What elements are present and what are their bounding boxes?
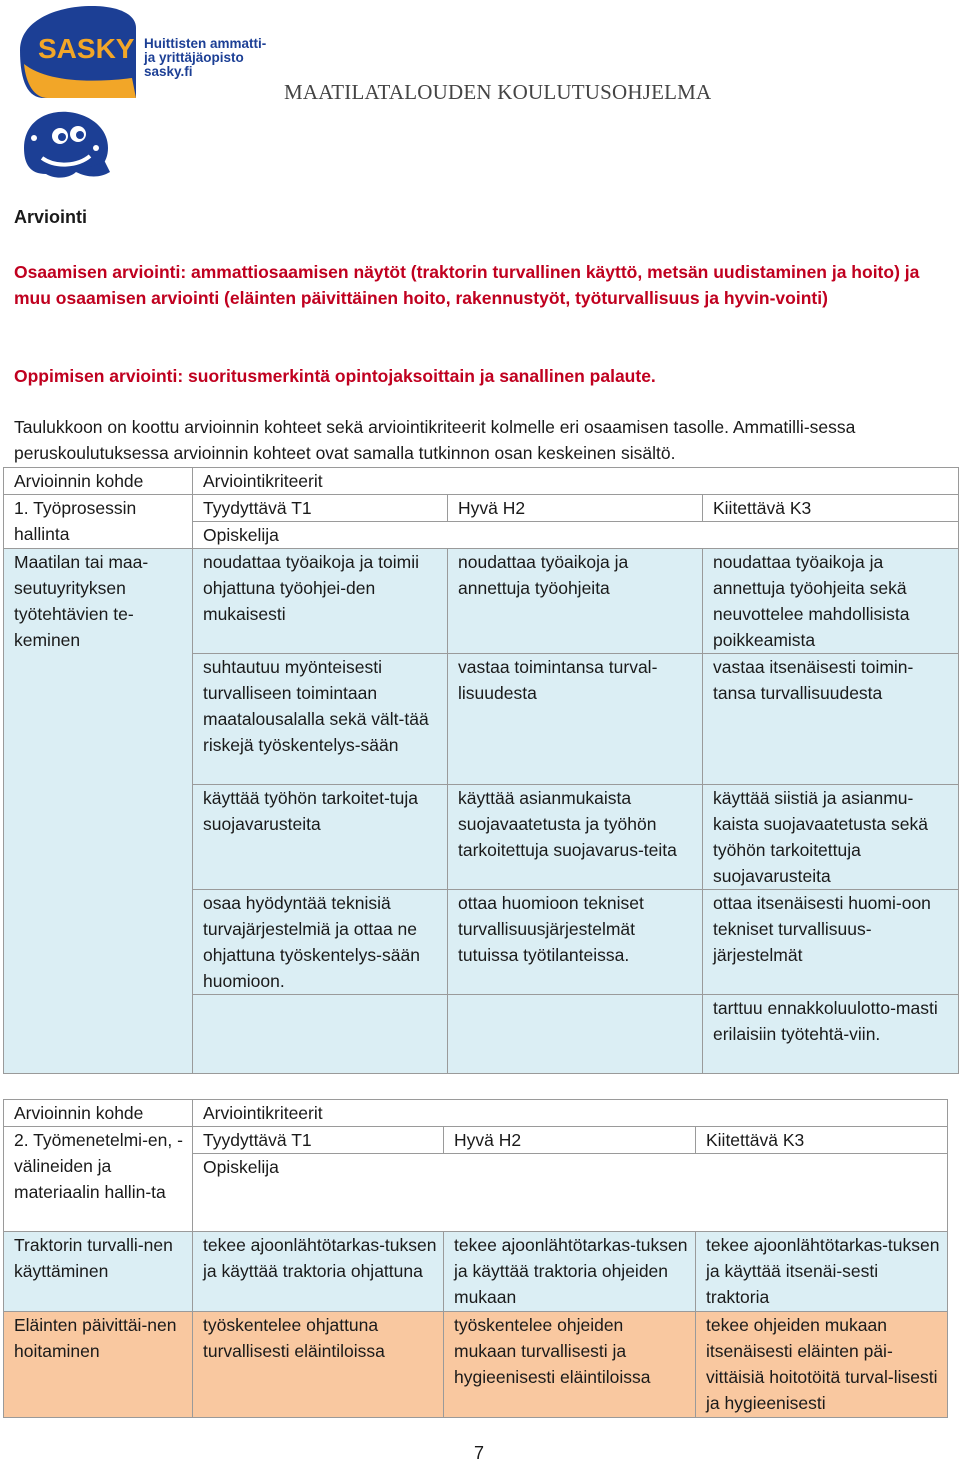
criteria-k3: noudattaa työaikoja ja annettuja työohjeita sekä neuvottelee mahdollisista poikkeamista	[703, 549, 959, 654]
topic-cell: Eläinten päivittäi-nen hoitaminen	[4, 1312, 193, 1418]
subject-label: Opiskelija	[193, 1154, 948, 1232]
sasky-logo-graphic	[14, 4, 276, 100]
col-header-criteria: Arviointikriteerit	[193, 468, 959, 495]
page-number: 7	[474, 1443, 485, 1463]
table-row	[4, 549, 959, 654]
logo-url: sasky.fi	[144, 64, 193, 79]
level-k3: Kiitettävä K3	[696, 1127, 948, 1154]
criteria-h2	[448, 995, 703, 1074]
mascot-logo-icon	[16, 108, 114, 180]
assessment-table-1	[3, 467, 959, 1074]
col-header-criteria: Arviointikriteerit	[193, 1100, 948, 1127]
program-title: MAATILATALOUDEN KOULUTUSOHJELMA	[284, 80, 712, 104]
level-t1: Tyydyttävä T1	[193, 1127, 444, 1154]
group-title: 1. Työprosessin hallinta	[4, 495, 193, 549]
table-row	[4, 1100, 948, 1127]
table-row	[4, 1127, 948, 1154]
section-heading: Arviointi	[14, 207, 88, 227]
criteria-t1: noudattaa työaikoja ja toimii ohjattuna työohjei-den mukaisesti	[193, 549, 448, 654]
level-t1: Tyydyttävä T1	[193, 495, 448, 522]
logo-line1: Huittisten ammatti-	[144, 36, 267, 51]
criteria-h2: noudattaa työaikoja ja annettuja työohjeita	[448, 549, 703, 654]
sasky-logo	[14, 4, 276, 100]
assessment-table-2	[3, 1099, 948, 1418]
criteria-t1: tekee ajoonlähtötarkas-tuksen ja käyttää traktoria ohjattuna	[193, 1232, 444, 1312]
criteria-h2: ottaa huomioon tekniset turvallisuusjärjestelmät tutuissa työtilanteissa.	[448, 890, 703, 995]
topic-cell: Traktorin turvalli-nen käyttäminen	[4, 1232, 193, 1312]
criteria-t1: työskentelee ohjattuna turvallisesti eläintiloissa	[193, 1312, 444, 1418]
intro-text: Taulukkoon on koottu arvioinnin kohteet sekä arviointikriteerit kolmelle eri osaamisen tasolle. Ammatilli-sessa peruskoulutuksessa arvioinnin kohteet ovat samalla tutkinnon osan keskeinen sisältö.	[14, 417, 856, 463]
criteria-k3: ottaa itsenäisesti huomi-oon tekniset turvallisuus-järjestelmät	[703, 890, 959, 995]
group-title: 2. Työmenetelmi-en, -välineiden ja materiaalin hallin-ta	[4, 1127, 193, 1232]
level-h2: Hyvä H2	[448, 495, 703, 522]
criteria-t1	[193, 995, 448, 1074]
competence-assessment-text: Osaamisen arviointi: ammattiosaamisen näytöt (traktorin turvallinen käyttö, metsän uudistaminen ja hoito) ja muu osaamisen arviointi (eläinten päivittäinen hoito, rakennustyöt, työturvallisuus ja hyvin-vointi)	[14, 262, 920, 308]
criteria-t1: osaa hyödyntää teknisiä turvajärjestelmiä ja ottaa ne ohjattuna työskentelys-sään huomioon.	[193, 890, 448, 995]
table-row	[4, 1312, 948, 1418]
logo-brand-text: SASKY	[38, 33, 135, 64]
col-header-target: Arvioinnin kohde	[4, 468, 193, 495]
criteria-t1: suhtautuu myönteisesti turvalliseen toimintaan maatalousalalla sekä vält-tää riskejä työskentelys-sään	[193, 654, 448, 785]
criteria-k3: tekee ajoonlähtötarkas-tuksen ja käyttää itsenäi-sesti traktoria	[696, 1232, 948, 1312]
level-k3: Kiitettävä K3	[703, 495, 959, 522]
criteria-k3: vastaa itsenäisesti toimin-tansa turvallisuudesta	[703, 654, 959, 785]
criteria-h2: työskentelee ohjeiden mukaan turvallisesti ja hygieenisesti eläintiloissa	[444, 1312, 696, 1418]
criteria-t1: käyttää työhön tarkoitet-tuja suojavarusteita	[193, 785, 448, 890]
topic-cell: Maatilan tai maa-seutuyrityksen työtehtävien te-keminen	[4, 549, 193, 1074]
criteria-h2: käyttää asianmukaista suojavaatetusta ja työhön tarkoitettuja suojavarus-teita	[448, 785, 703, 890]
criteria-k3: tarttuu ennakkoluulotto-masti erilaisiin työtehtä-viin.	[703, 995, 959, 1074]
table-row	[4, 495, 959, 522]
table-row	[4, 468, 959, 495]
logo-line2: ja yrittäjäopisto	[144, 50, 244, 65]
col-header-target: Arvioinnin kohde	[4, 1100, 193, 1127]
learning-assessment-text: Oppimisen arviointi: suoritusmerkintä opintojaksoittain ja sanallinen palaute.	[14, 366, 656, 386]
criteria-h2: tekee ajoonlähtötarkas-tuksen ja käyttää traktoria ohjeiden mukaan	[444, 1232, 696, 1312]
table-row	[4, 1232, 948, 1312]
criteria-h2: vastaa toimintansa turval-lisuudesta	[448, 654, 703, 785]
criteria-k3: tekee ohjeiden mukaan itsenäisesti eläinten päi-vittäisiä hoitotöitä turval-lisesti ja hygieenisesti	[696, 1312, 948, 1418]
subject-label: Opiskelija	[193, 522, 959, 549]
criteria-k3: käyttää siistiä ja asianmu-kaista suojavaatetusta sekä työhön tarkoitettuja suojavarusteita	[703, 785, 959, 890]
level-h2: Hyvä H2	[444, 1127, 696, 1154]
